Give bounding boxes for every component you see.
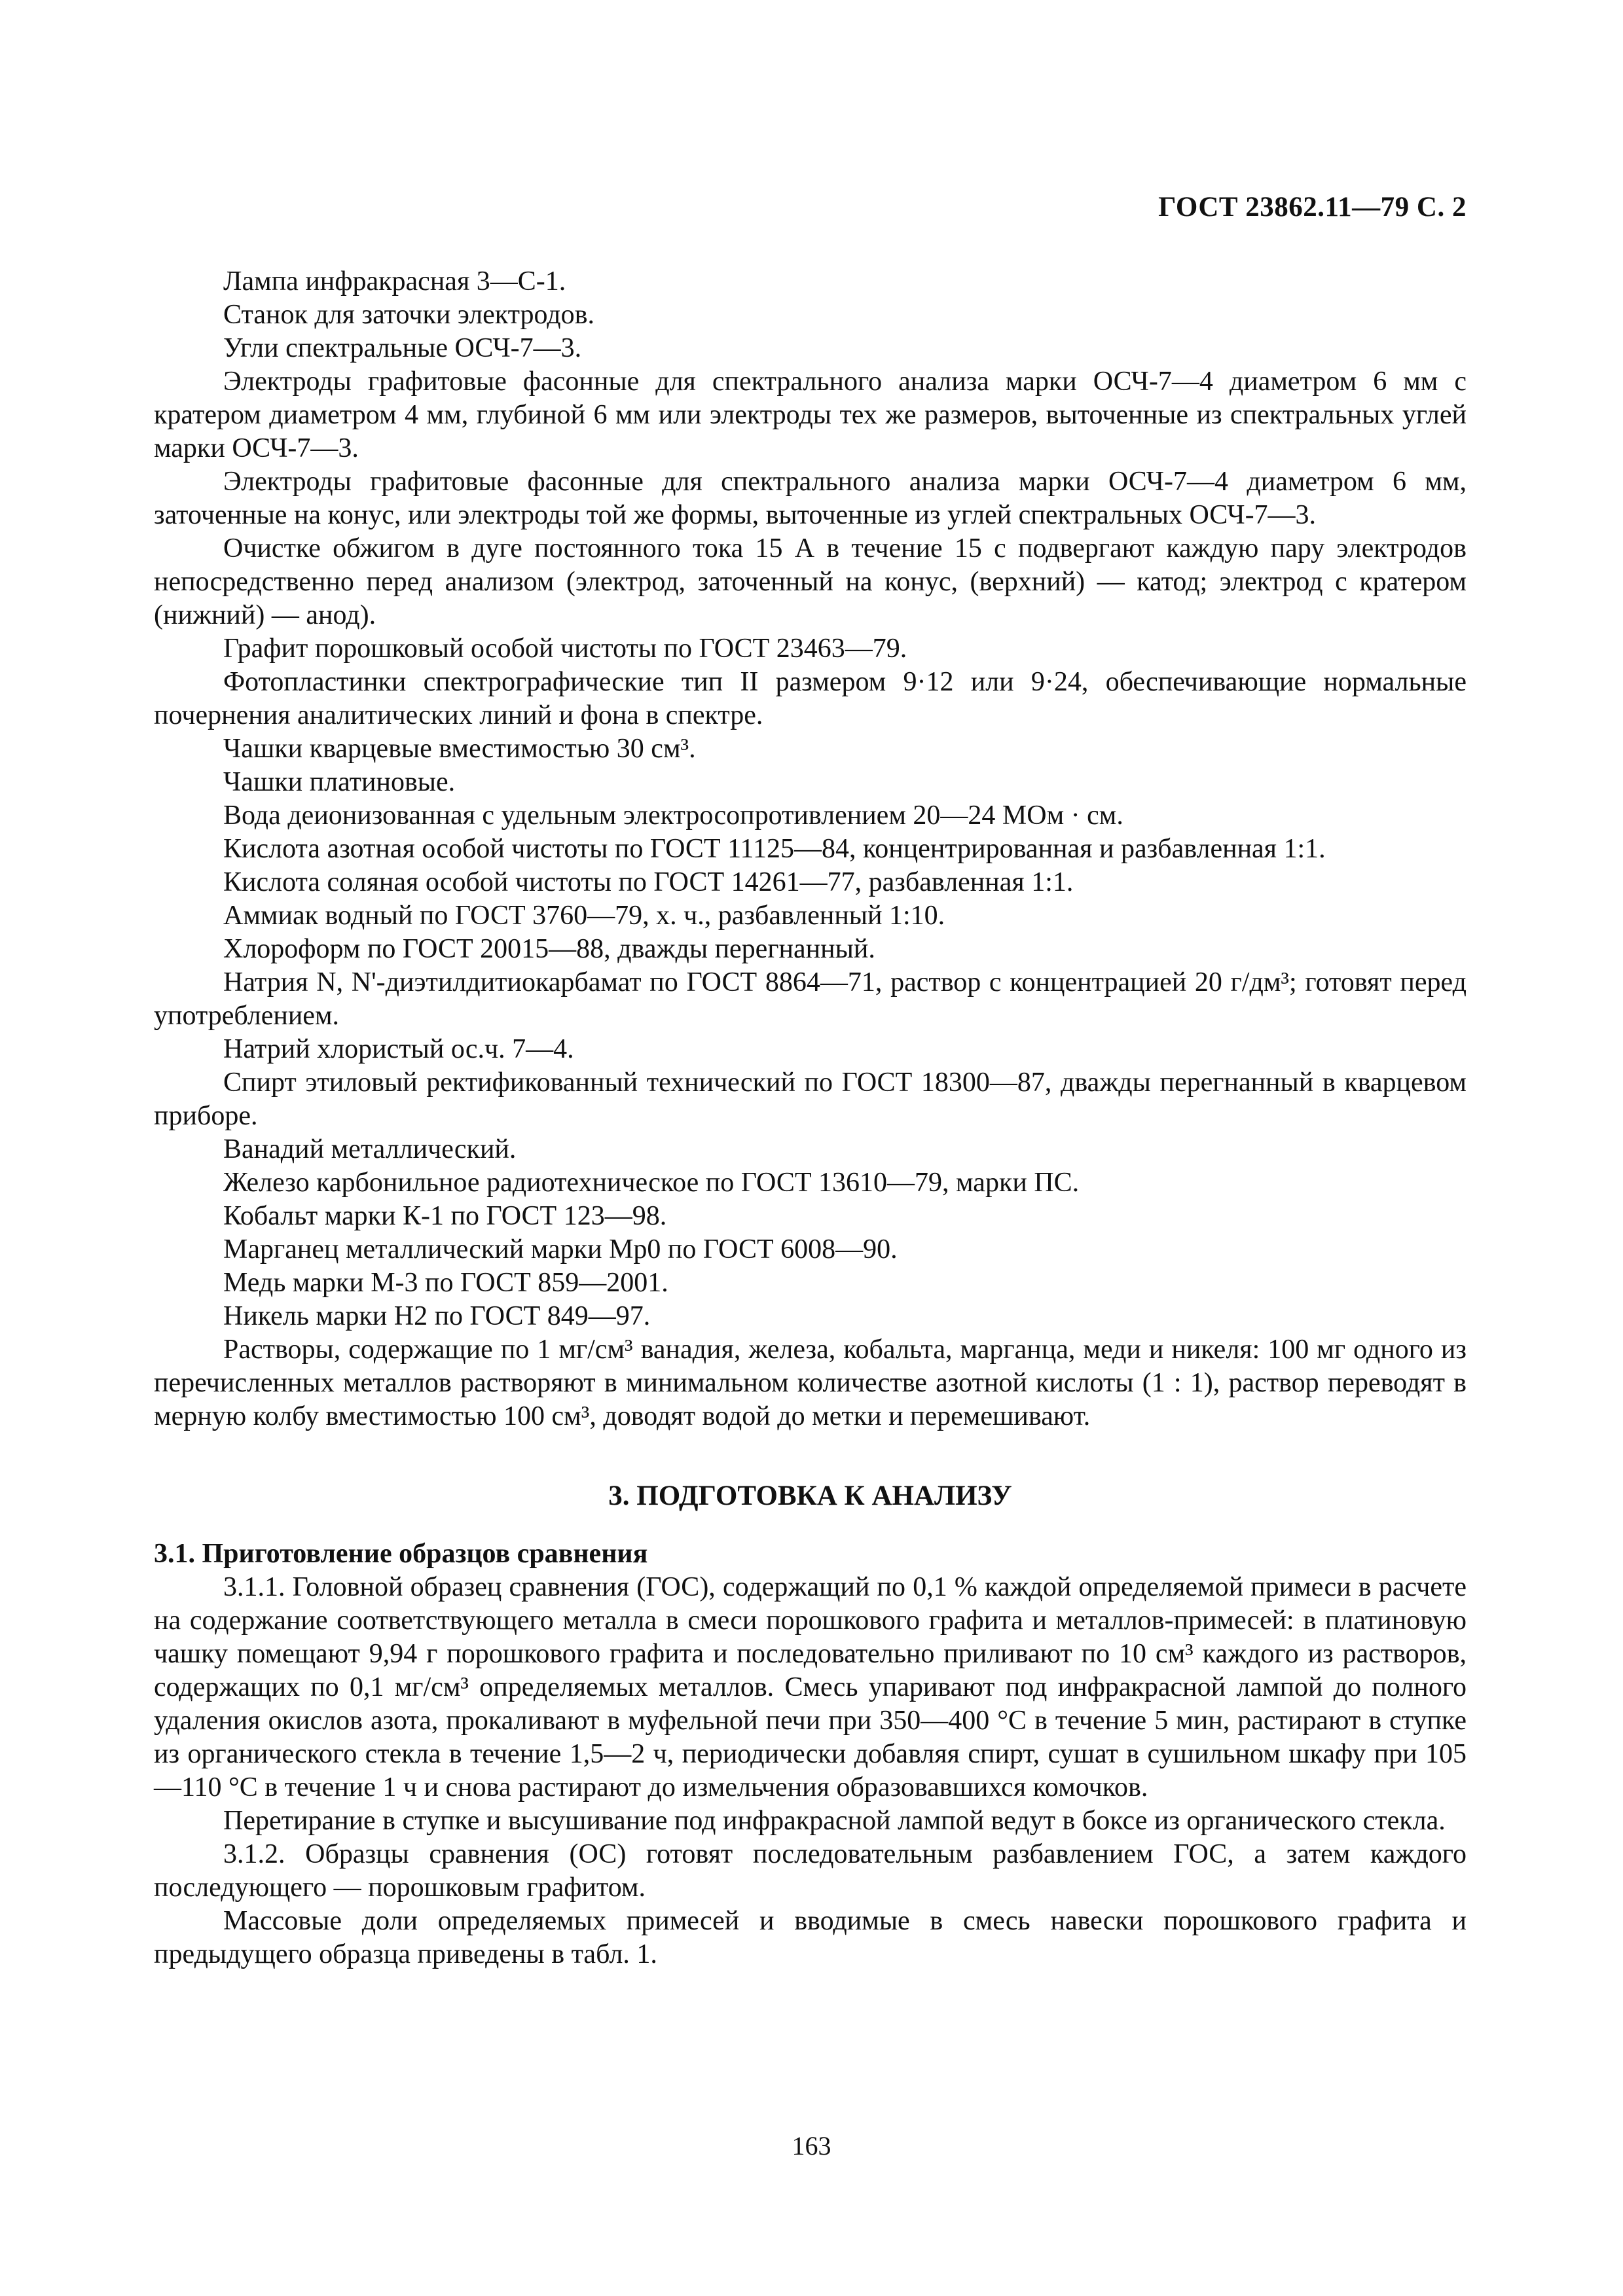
paragraph: Ванадий металлический.	[223, 1134, 517, 1164]
section-title: 3. ПОДГОТОВКА К АНАЛИЗУ	[608, 1480, 1012, 1511]
paragraph: Очистке обжигом в дуге постоянного тока 15 А в течение 15 с подвергают каждую пару электродов непосредственно перед анализом (электрод, заточенный на конус, (верхний) — катод; электрод с кратером (нижний) — анод).	[154, 533, 1467, 630]
paragraph: Медь марки М-3 по ГОСТ 859—2001.	[223, 1268, 668, 1298]
page-header: ГОСТ 23862.11—79 С. 2	[1158, 192, 1467, 223]
paragraph: 3.1.2. Образцы сравнения (ОС) готовят последовательным разбавлением ГОС, а затем каждого последующего — порошковым графитом.	[154, 1839, 1467, 1903]
paragraph: Кислота соляная особой чистоты по ГОСТ 14261—77, разбавленная 1:1.	[223, 867, 1074, 897]
paragraph: Перетирание в ступке и высушивание под инфракрасной лампой ведут в боксе из органического стекла.	[223, 1806, 1446, 1836]
document-body	[154, 265, 1467, 1971]
paragraph: Электроды графитовые фасонные для спектрального анализа марки ОСЧ-7—4 диаметром 6 мм с кратером диаметром 4 мм, глубиной 6 мм или электроды тех же размеров, выточенные из спектральных углей марки ОСЧ-7—3.	[154, 367, 1467, 463]
paragraph: Аммиак водный по ГОСТ 3760—79, х. ч., разбавленный 1:10.	[223, 901, 945, 931]
paragraph: Чашки платиновые.	[223, 767, 456, 797]
paragraph: Хлороформ по ГОСТ 20015—88, дважды перегнанный.	[223, 934, 875, 964]
paragraph: Натрия N, N'-диэтилдитиокарбамат по ГОСТ 8864—71, раствор с концентрацией 20 г/дм³; готовят перед употреблением.	[154, 967, 1467, 1031]
paragraph: Натрий хлористый ос.ч. 7—4.	[223, 1034, 574, 1064]
paragraph: Графит порошковый особой чистоты по ГОСТ 23463—79.	[223, 634, 907, 664]
paragraph: 3.1.1. Головной образец сравнения (ГОС), содержащий по 0,1 % каждой определяемой примеси в расчете на содержание соответствующего металла в смеси порошкового графита и металлов-примесей: в платиновую чашку помещают 9,94 г порошкового графита и последовательно приливают по 10 см³ каждого из растворов, содержащих по 0,1 мг/см³ определяемых металлов. Смесь упаривают под инфракрасной лампой до полного удаления окислов азота, прокаливают в муфельной печи при 350—400 °С в течение 5 мин, растирают в ступке из органического стекла в течение 1,5—2 ч, периодически добавляя спирт, сушат в сушильном шкафу при 105—110 °С в течение 1 ч и снова растирают до измельчения образовавшихся комочков.	[154, 1572, 1467, 1803]
paragraph: Электроды графитовые фасонные для спектрального анализа марки ОСЧ-7—4 диаметром 6 мм, заточенные на конус, или электроды той же формы, выточенные из углей спектральных ОСЧ-7—3.	[154, 467, 1467, 530]
paragraph: Вода деионизованная с удельным электросопротивлением 20—24 МОм · см.	[223, 800, 1123, 831]
paragraph: Железо карбонильное радиотехническое по ГОСТ 13610—79, марки ПС.	[223, 1168, 1080, 1198]
paragraph: Фотопластинки спектрографические тип II размером 9·12 или 9·24, обеспечивающие нормальные почернения аналитических линий и фона в спектре.	[154, 667, 1467, 730]
paragraph: Чашки кварцевые вместимостью 30 см³.	[223, 734, 696, 764]
paragraph: Спирт этиловый ректификованный технический по ГОСТ 18300—87, дважды перегнанный в кварцевом приборе.	[154, 1067, 1467, 1131]
paragraph: Угли спектральные ОСЧ-7—3.	[223, 333, 582, 363]
subsection-title-text: 3.1. Приготовление образцов сравнения	[154, 1539, 648, 1569]
subsection-title	[154, 1537, 1467, 1571]
paragraph: Кобальт марки К-1 по ГОСТ 123—98.	[223, 1201, 667, 1231]
page-number: 163	[792, 2131, 831, 2161]
paragraph: Растворы, содержащие по 1 мг/см³ ванадия, железа, кобальта, марганца, меди и никеля: 100 мг одного из перечисленных металлов растворяют в минимальном количестве азотной кислоты (1 : 1), раствор переводят в мерную колбу вместимостью 100 см³, доводят водой до метки и перемешивают.	[154, 1335, 1467, 1431]
paragraph: Никель марки Н2 по ГОСТ 849—97.	[223, 1301, 651, 1331]
paragraph: Станок для заточки электродов.	[223, 300, 594, 330]
paragraph: Кислота азотная особой чистоты по ГОСТ 11125—84, концентрированная и разбавленная 1:1.	[223, 834, 1326, 864]
paragraph: Марганец металлический марки Мр0 по ГОСТ 6008—90.	[223, 1234, 898, 1265]
paragraph: Лампа инфракрасная 3—С-1.	[223, 266, 566, 296]
paragraph: Массовые доли определяемых примесей и вводимые в смесь навески порошкового графита и предыдущего образца приведены в табл. 1.	[154, 1906, 1467, 1969]
